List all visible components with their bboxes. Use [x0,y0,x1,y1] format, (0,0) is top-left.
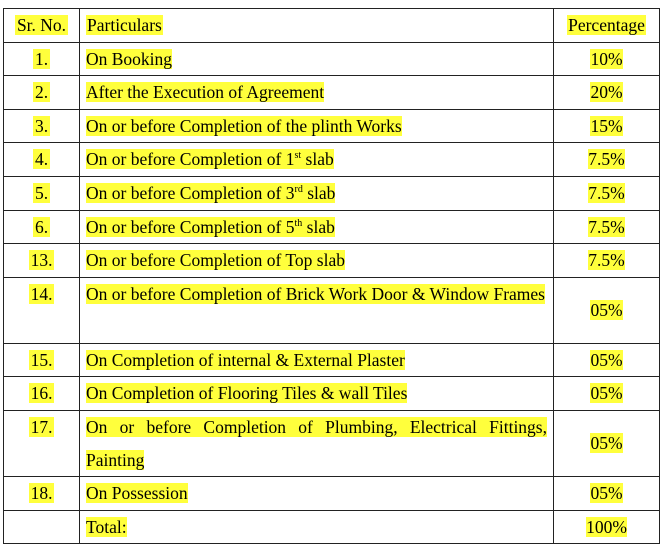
header-sr-no: Sr. No. [4,9,80,43]
table-row [4,210,660,244]
header-particulars: Particulars [80,9,554,43]
payment-schedule-table [3,8,660,544]
sr-cell: 18. [4,477,80,511]
sr-cell: 3. [4,109,80,143]
percentage-cell: 7.5% [554,143,660,177]
percentage-cell: 7.5% [554,244,660,278]
total-label: Total: [80,510,554,544]
sr-cell: 2. [4,76,80,110]
sr-cell: 4. [4,143,80,177]
particulars-cell: On or before Completion of Brick Work Door & Window Frames [80,277,554,343]
particulars-cell: On Possession [80,477,554,511]
percentage-cell: 05% [554,410,660,476]
particulars-cell: On Completion of internal & External Plaster [80,343,554,377]
particulars-cell: On or before Completion of the plinth Works [80,109,554,143]
table-row [4,377,660,411]
percentage-cell: 05% [554,277,660,343]
percentage-cell: 20% [554,76,660,110]
header-percentage: Percentage [554,9,660,43]
particulars-cell: On or before Completion of Top slab [80,244,554,278]
table-row [4,143,660,177]
header-row [4,9,660,43]
percentage-cell: 05% [554,377,660,411]
sr-cell: 17. [4,410,80,476]
particulars-cell: On or before Completion of 5th slab [80,210,554,244]
total-percentage: 100% [554,510,660,544]
sr-cell: 5. [4,176,80,210]
percentage-cell: 7.5% [554,176,660,210]
sr-cell: 6. [4,210,80,244]
particulars-cell: On or before Completion of 3rd slab [80,176,554,210]
table-row [4,76,660,110]
sr-cell: 14. [4,277,80,343]
percentage-cell: 05% [554,343,660,377]
percentage-cell: 7.5% [554,210,660,244]
sr-cell: 16. [4,377,80,411]
particulars-cell: On Completion of Flooring Tiles & wall Tiles [80,377,554,411]
percentage-cell: 05% [554,477,660,511]
particulars-cell: On Booking [80,42,554,76]
percentage-cell: 10% [554,42,660,76]
sr-cell: 15. [4,343,80,377]
table-row [4,410,660,476]
particulars-cell: On or before Completion of Plumbing, Electrical Fittings, Painting [80,410,554,476]
table-row [4,109,660,143]
table-row [4,343,660,377]
sr-cell: 1. [4,42,80,76]
table-row [4,244,660,278]
sr-cell: 13. [4,244,80,278]
table-row [4,277,660,343]
particulars-cell: After the Execution of Agreement [80,76,554,110]
table-row [4,477,660,511]
table-row [4,176,660,210]
percentage-cell: 15% [554,109,660,143]
particulars-cell: On or before Completion of 1st slab [80,143,554,177]
table-row [4,42,660,76]
